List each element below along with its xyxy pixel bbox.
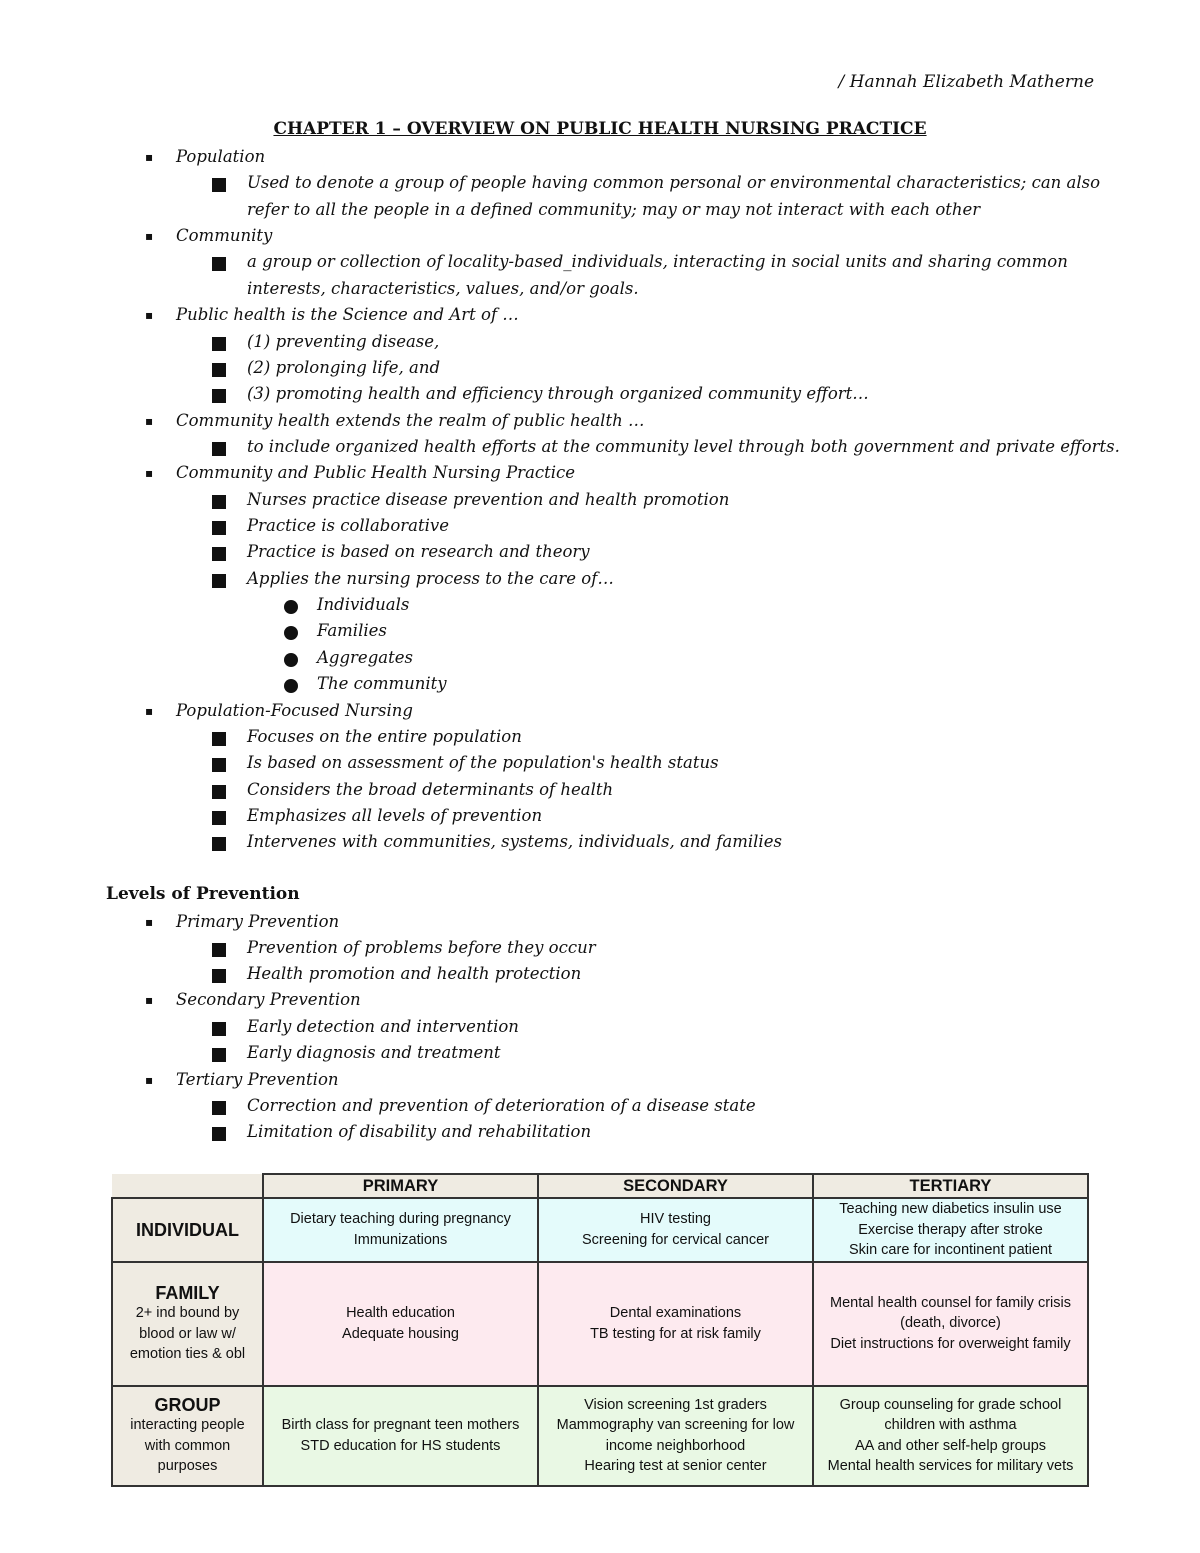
- cell-line: Mammography van screening for low income neighborhood: [556, 1417, 795, 1454]
- table-cell: [538, 1386, 813, 1486]
- cell-line: Dental examinations: [609, 1305, 742, 1321]
- author-name: / Hannah Elizabeth Matherne: [838, 72, 1094, 92]
- bullet-square-small: ▪: [145, 466, 154, 480]
- bullet-square-small: ▪: [145, 414, 154, 428]
- bullet-square: [212, 1127, 226, 1141]
- cell-line: Skin care for incontinent patient: [848, 1242, 1053, 1258]
- table-cell: [813, 1386, 1088, 1486]
- list-item: Primary Prevention: [176, 912, 340, 931]
- bullet-square: [212, 574, 226, 588]
- list-item: Tertiary Prevention: [176, 1070, 339, 1089]
- bullet-square: [212, 969, 226, 983]
- page-title: CHAPTER 1 – OVERVIEW ON PUBLIC HEALTH NURSING PRACTICE: [273, 119, 927, 139]
- bullet-square-small: ▪: [145, 308, 154, 322]
- list-item: a group or collection of locality-based_individuals, interacting in social units and sharing common: [247, 252, 1068, 271]
- row-header-description: interacting people with common purposes: [130, 1417, 245, 1474]
- bullet-square: [212, 837, 226, 851]
- table-row: [112, 1386, 1088, 1486]
- table-corner: [112, 1174, 263, 1198]
- row-header-family: [112, 1262, 263, 1386]
- cell-line: AA and other self-help groups: [854, 1437, 1047, 1454]
- list-item: Focuses on the entire population: [247, 727, 522, 746]
- cell-line: Screening for cervical cancer: [582, 1231, 769, 1248]
- cell-line: Hearing test at senior center: [584, 1458, 767, 1474]
- list-item: Secondary Prevention: [176, 990, 361, 1009]
- list-item: Early diagnosis and treatment: [247, 1043, 501, 1062]
- list-item: Limitation of disability and rehabilitation: [247, 1122, 592, 1141]
- cell-line: Immunizations: [353, 1231, 448, 1248]
- cell-line: Mental health services for military vets: [827, 1458, 1074, 1474]
- cell-line: Birth class for pregnant teen mothers: [281, 1417, 520, 1433]
- cell-line: Group counseling for grade school children with asthma: [839, 1396, 1062, 1433]
- table-row: [112, 1262, 1088, 1386]
- list-item: Correction and prevention of deterioration of a disease state: [247, 1096, 756, 1115]
- cell-line: Adequate housing: [342, 1325, 459, 1342]
- list-item: Early detection and intervention: [247, 1017, 519, 1036]
- list-item: The community: [317, 674, 447, 693]
- cell-line: Dietary teaching during pregnancy: [290, 1211, 511, 1228]
- list-item: Families: [317, 621, 387, 640]
- cell-line: Exercise therapy after stroke: [858, 1221, 1043, 1238]
- column-header-primary: PRIMARY: [263, 1174, 538, 1198]
- bullet-square: [212, 442, 226, 456]
- table-header-row: [112, 1174, 1088, 1198]
- table-cell: [263, 1262, 538, 1386]
- row-header-individual: [112, 1198, 263, 1262]
- bullet-square-small: ▪: [145, 704, 154, 718]
- cell-line: Health education: [346, 1305, 455, 1321]
- bullet-square: [212, 732, 226, 746]
- bullet-square-small: ▪: [145, 993, 154, 1007]
- list-item: Population-Focused Nursing: [176, 701, 413, 720]
- list-item: Community and Public Health Nursing Practice: [176, 463, 576, 482]
- bullet-square-small: ▪: [145, 915, 154, 929]
- cell-line: TB testing for at risk family: [590, 1325, 761, 1342]
- bullet-square-small: ▪: [145, 150, 154, 164]
- table-cell: [263, 1386, 538, 1486]
- row-header-group: [112, 1386, 263, 1486]
- bullet-square: [212, 943, 226, 957]
- list-item: (2) prolonging life, and: [247, 358, 441, 377]
- bullet-circle: [284, 626, 298, 640]
- bullet-square: [212, 547, 226, 561]
- list-item: Intervenes with communities, systems, individuals, and families: [247, 832, 782, 851]
- cell-line: Vision screening 1st graders: [584, 1396, 767, 1413]
- column-header-tertiary: TERTIARY: [813, 1174, 1088, 1198]
- list-item: Population: [176, 147, 266, 166]
- list-item: Used to denote a group of people having common personal or environmental characteristics; can also: [247, 173, 1101, 192]
- list-item: Individuals: [317, 595, 410, 614]
- table-cell: [263, 1198, 538, 1262]
- bullet-square: [212, 363, 226, 377]
- table-cell: [813, 1198, 1088, 1262]
- list-item: to include organized health efforts at the community level through both government and private efforts.: [247, 437, 1120, 456]
- bullet-square: [212, 811, 226, 825]
- bullet-square-small: ▪: [145, 229, 154, 243]
- list-item: Applies the nursing process to the care of…: [247, 569, 614, 588]
- list-item: Public health is the Science and Art of …: [176, 305, 519, 324]
- table-row: [112, 1198, 1088, 1262]
- list-item: Emphasizes all levels of prevention: [247, 806, 543, 825]
- levels-heading: Levels of Prevention: [106, 884, 300, 904]
- bullet-square: [212, 337, 226, 351]
- bullet-square: [212, 758, 226, 772]
- bullet-circle: [284, 600, 298, 614]
- cell-line: Teaching new diabetics insulin use: [839, 1201, 1062, 1217]
- list-item: interests, characteristics, values, and/or goals.: [247, 279, 639, 298]
- bullet-circle: [284, 653, 298, 667]
- table-cell: [813, 1262, 1088, 1386]
- row-header-label: FAMILY: [155, 1282, 220, 1303]
- bullet-square: [212, 1022, 226, 1036]
- bullet-square: [212, 521, 226, 535]
- table-cell: [538, 1262, 813, 1386]
- cell-line: Mental health counsel for family crisis (death, divorce): [830, 1294, 1071, 1332]
- list-item: Aggregates: [317, 648, 413, 667]
- row-header-label: INDIVIDUAL: [136, 1219, 239, 1240]
- bullet-square: [212, 257, 226, 271]
- bullet-square: [212, 178, 226, 192]
- list-item: Health promotion and health protection: [247, 964, 582, 983]
- list-item: Community: [176, 226, 273, 245]
- cell-line: STD education for HS students: [300, 1437, 501, 1454]
- bullet-square: [212, 1048, 226, 1062]
- cell-line: Diet instructions for overweight family: [830, 1335, 1071, 1352]
- table-cell: [538, 1198, 813, 1262]
- list-item: Prevention of problems before they occur: [247, 938, 596, 957]
- bullet-square: [212, 1101, 226, 1115]
- list-item: refer to all the people in a defined community; may or may not interact with each other: [247, 200, 981, 219]
- bullet-square: [212, 495, 226, 509]
- list-item: (3) promoting health and efficiency through organized community effort…: [247, 384, 869, 403]
- prevention-table: [111, 1173, 1089, 1487]
- bullet-square: [212, 785, 226, 799]
- bullet-square: [212, 389, 226, 403]
- list-item: Is based on assessment of the population's health status: [247, 753, 719, 772]
- cell-line: HIV testing: [640, 1211, 711, 1228]
- list-item: Practice is collaborative: [247, 516, 449, 535]
- list-item: Practice is based on research and theory: [247, 542, 590, 561]
- list-item: Community health extends the realm of public health …: [176, 411, 645, 430]
- column-header-secondary: SECONDARY: [538, 1174, 813, 1198]
- list-item: Considers the broad determinants of health: [247, 780, 614, 799]
- row-header-label: GROUP: [154, 1394, 221, 1415]
- bullet-square-small: ▪: [145, 1073, 154, 1087]
- row-header-description: 2+ ind bound by blood or law w/ emotion ties & obl: [129, 1305, 246, 1362]
- list-item: Nurses practice disease prevention and health promotion: [247, 490, 730, 509]
- list-item: (1) preventing disease,: [247, 332, 440, 351]
- bullet-circle: [284, 679, 298, 693]
